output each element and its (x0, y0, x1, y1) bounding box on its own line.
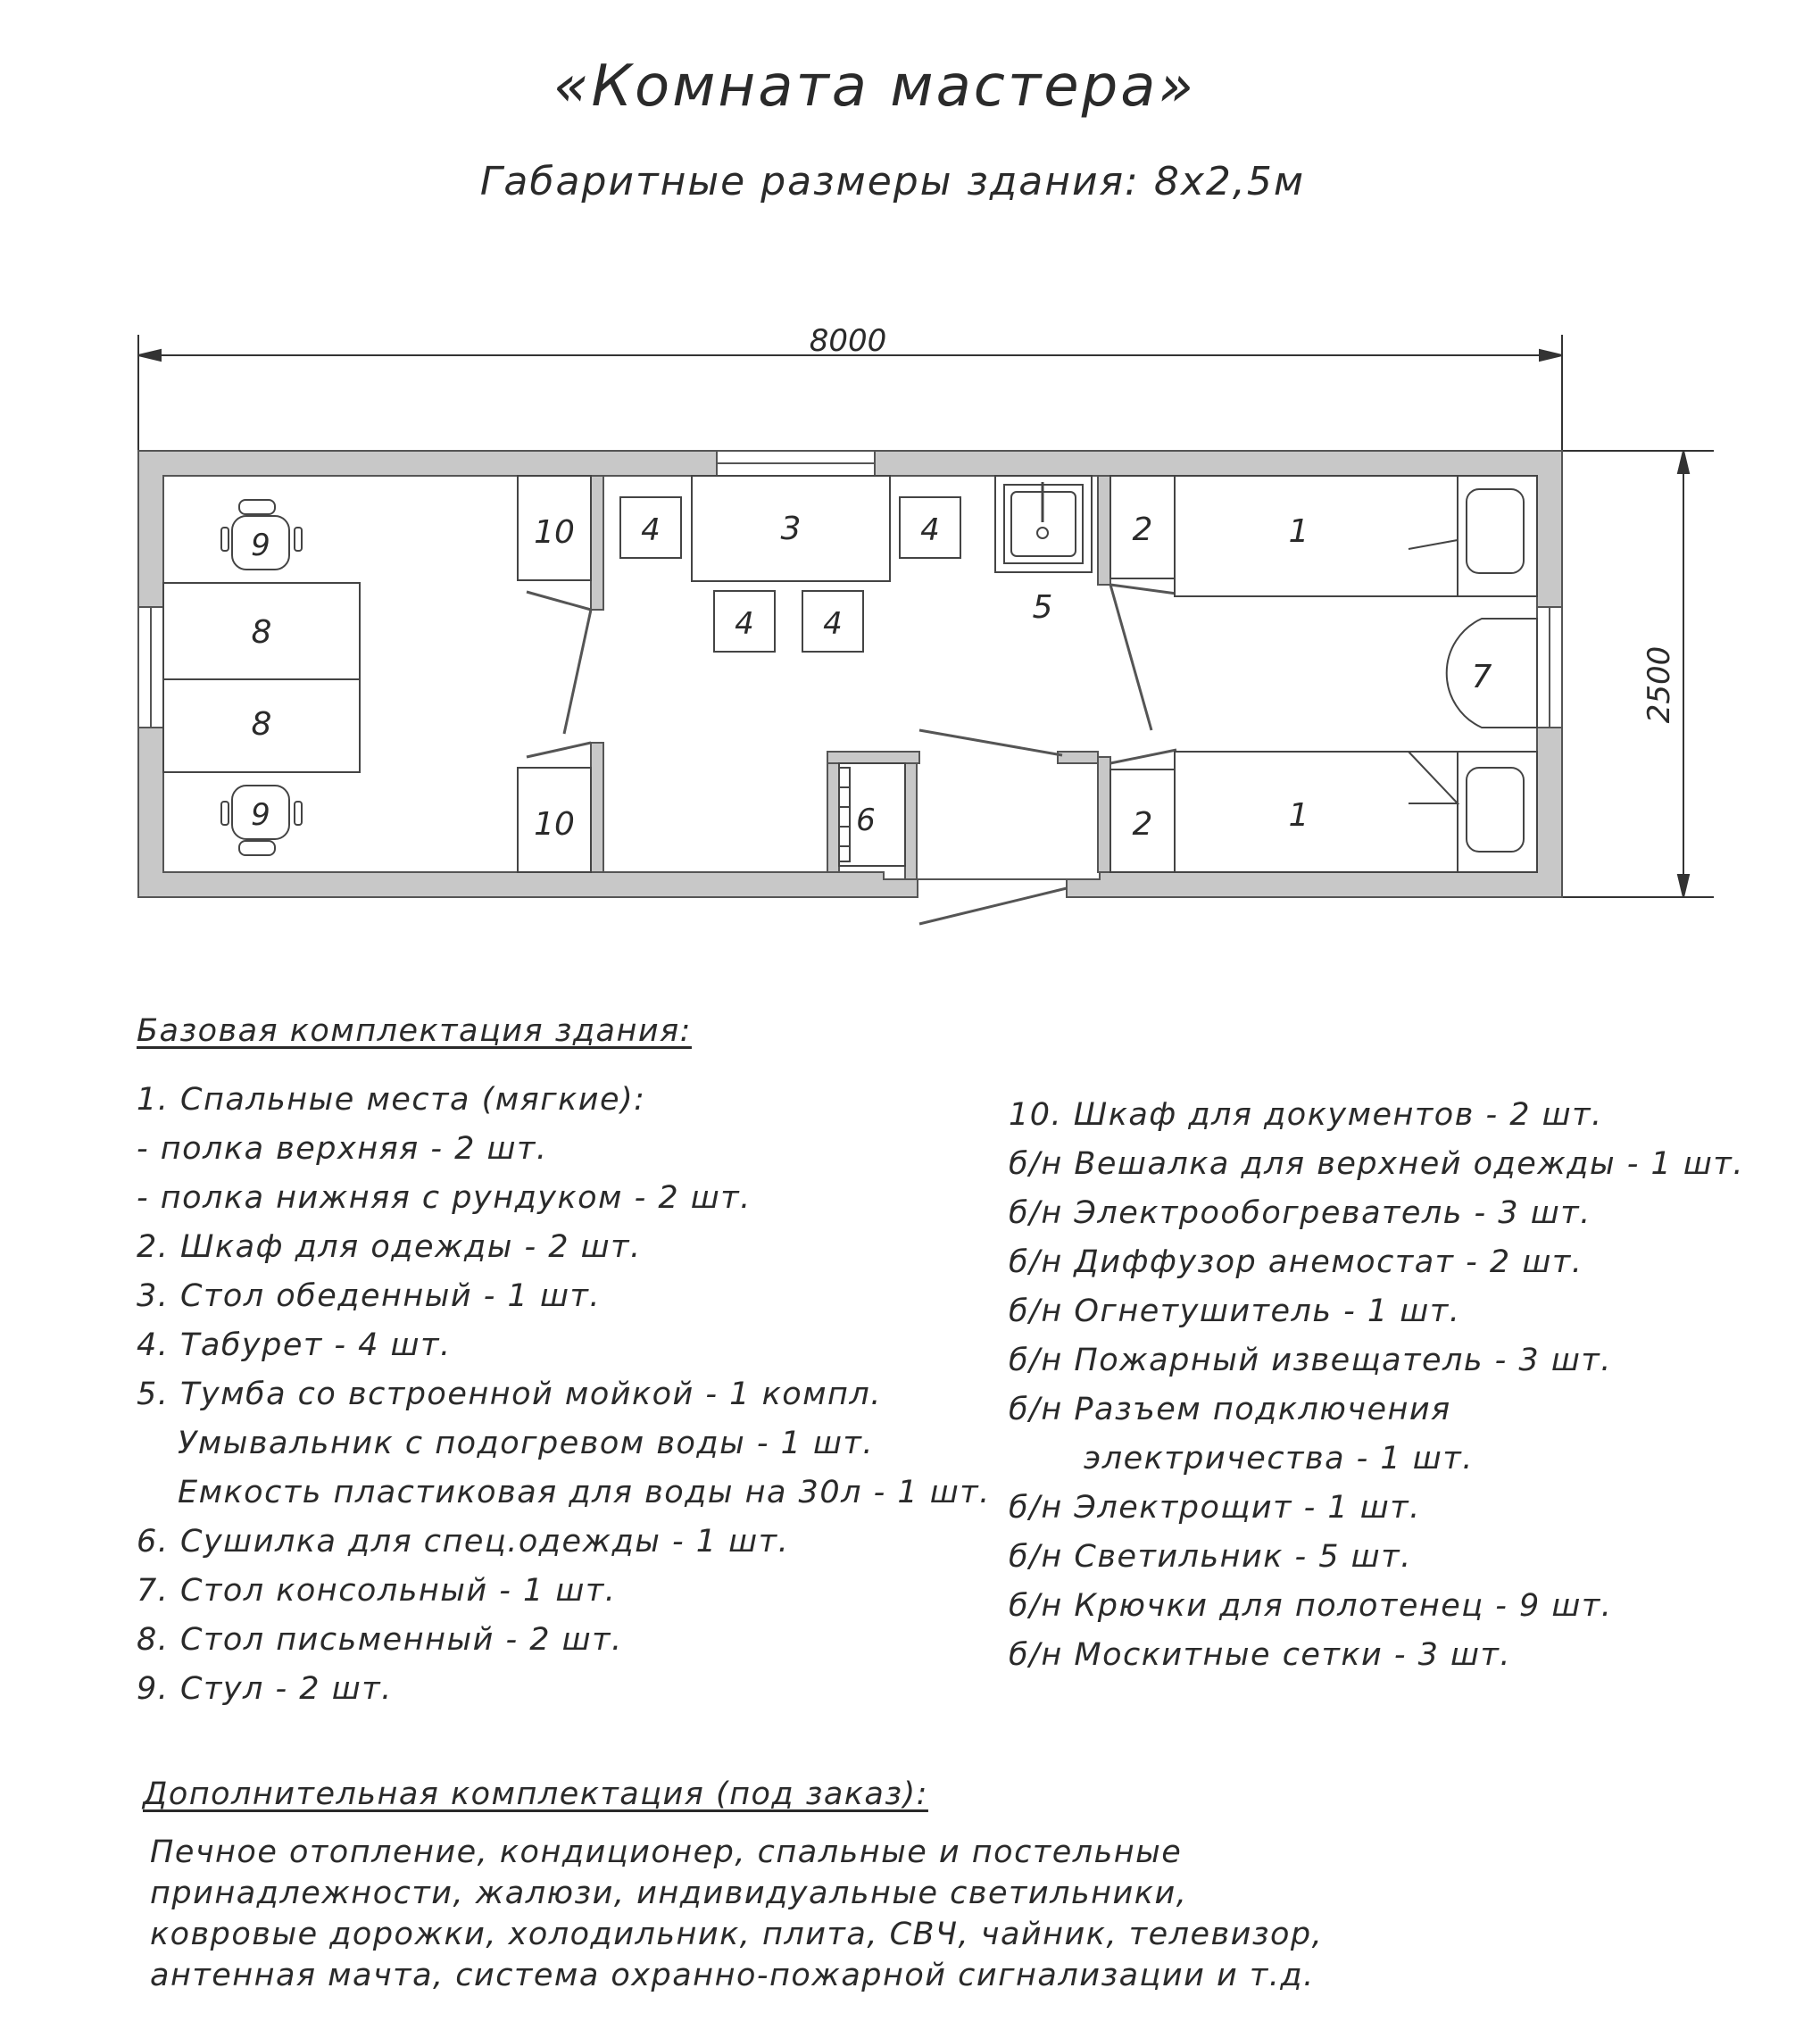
page-subtitle: Габаритные размеры здания: 8х2,5м (479, 159, 1306, 204)
stool-left (620, 497, 681, 558)
svg-text:4: 4 (823, 606, 843, 642)
list-item: б/н Пожарный извещатель - 3 шт. (1009, 1343, 1612, 1378)
svg-text:8: 8 (251, 706, 272, 743)
stool-bottom-right (802, 591, 863, 652)
svg-text:1: 1 (1288, 513, 1309, 550)
chair-top (221, 500, 302, 570)
list-item: б/н Электрообогреватель - 3 шт. (1009, 1195, 1591, 1231)
list-item: 10. Шкаф для документов - 2 шт. (1009, 1097, 1603, 1133)
list-item: б/н Огнетушитель - 1 шт. (1009, 1294, 1461, 1329)
extra-kit-text (150, 1832, 1323, 1996)
list-item: б/н Электрощит - 1 шт. (1009, 1490, 1421, 1526)
desk-top (163, 583, 360, 679)
doc-cabinet-top (518, 476, 591, 580)
list-item: б/н Диффузор анемостат - 2 шт. (1009, 1244, 1583, 1280)
svg-text:4: 4 (735, 606, 754, 642)
length-dimension (138, 323, 1562, 455)
svg-text:7: 7 (1471, 659, 1492, 695)
window-right (1537, 607, 1562, 728)
svg-text:4: 4 (920, 512, 940, 548)
svg-text:4: 4 (641, 512, 661, 548)
wardrobe-bottom (1110, 769, 1175, 872)
extra-kit-line: ковровые дорожки, холодильник, плита, СВЧ, чайник, телевизор, (150, 1917, 1324, 1952)
extra-kit-heading: Дополнительная комплектация (под заказ): (143, 1776, 928, 1812)
svg-text:2: 2 (1132, 806, 1153, 843)
base-kit-left-list (137, 1076, 991, 1714)
page-title: «Комната мастера» (553, 54, 1196, 120)
chair-bottom (221, 786, 302, 855)
list-item: б/н Светильник - 5 шт. (1009, 1539, 1412, 1575)
list-item: б/н Разъем подключения (1009, 1392, 1451, 1427)
extra-kit-line: антенная мачта, система охранно-пожарной сигнализации и т.д. (150, 1958, 1315, 1993)
svg-text:5: 5 (1032, 589, 1053, 626)
dining-table (692, 476, 890, 581)
svg-text:9: 9 (251, 528, 270, 563)
svg-text:10: 10 (534, 806, 575, 843)
wardrobe-top (1110, 476, 1175, 578)
bed-bottom (1175, 752, 1537, 872)
list-item: 4. Табурет - 4 шт. (137, 1327, 452, 1363)
svg-text:9: 9 (251, 797, 270, 833)
dryer (839, 763, 905, 866)
list-item: 2. Шкаф для одежды - 2 шт. (137, 1229, 642, 1265)
extra-kit-line: принадлежности, жалюзи, индивидуальные светильники, (150, 1876, 1188, 1911)
stool-bottom-left (714, 591, 775, 652)
list-item: 8. Стол письменный - 2 шт. (137, 1622, 623, 1658)
desk-bottom (163, 679, 360, 772)
base-kit-heading: Базовая комплектация здания: (137, 1013, 692, 1049)
list-item: 7. Стол консольный - 1 шт. (137, 1573, 617, 1609)
length-dimension-label: 8000 (809, 323, 887, 359)
list-item: 1. Спальные места (мягкие): (137, 1082, 646, 1118)
console-table (1447, 619, 1537, 728)
sink (995, 476, 1092, 626)
svg-text:6: 6 (856, 803, 876, 838)
list-item: 9. Стул - 2 шт. (137, 1671, 393, 1707)
width-dimension (1562, 451, 1714, 897)
list-item: б/н Москитные сетки - 3 шт. (1009, 1637, 1512, 1673)
stool-right (900, 497, 960, 558)
list-item: Емкость пластиковая для воды на 30л - 1 шт. (178, 1475, 991, 1510)
list-item: 6. Сушилка для спец.одежды - 1 шт. (137, 1524, 790, 1560)
list-item: Умывальник с подогревом воды - 1 шт. (178, 1426, 875, 1461)
extra-kit-line: Печное отопление, кондиционер, спальные и постельные (150, 1834, 1183, 1870)
svg-text:2: 2 (1132, 512, 1153, 548)
list-item: б/н Крючки для полотенец - 9 шт. (1009, 1588, 1613, 1624)
list-item: б/н Вешалка для верхней одежды - 1 шт. (1009, 1146, 1744, 1182)
bed-top (1175, 476, 1537, 596)
list-item: - полка нижняя с рундуком - 2 шт. (137, 1180, 752, 1216)
width-dimension-label: 2500 (1641, 645, 1677, 724)
svg-text:1: 1 (1288, 797, 1309, 834)
window-left (138, 607, 163, 728)
base-kit-right-list (1009, 1091, 1744, 1680)
floor-plan (0, 0, 1820, 964)
window-top (717, 451, 875, 476)
list-item: электричества - 1 шт. (1084, 1441, 1474, 1477)
list-item: 5. Тумба со встроенной мойкой - 1 компл. (137, 1377, 882, 1412)
svg-text:10: 10 (534, 514, 575, 551)
list-item: - полка верхняя - 2 шт. (137, 1131, 548, 1167)
svg-text:8: 8 (251, 614, 272, 651)
svg-text:3: 3 (780, 511, 802, 547)
doc-cabinet-bottom (518, 768, 591, 872)
list-item: 3. Стол обеденный - 1 шт. (137, 1278, 601, 1314)
